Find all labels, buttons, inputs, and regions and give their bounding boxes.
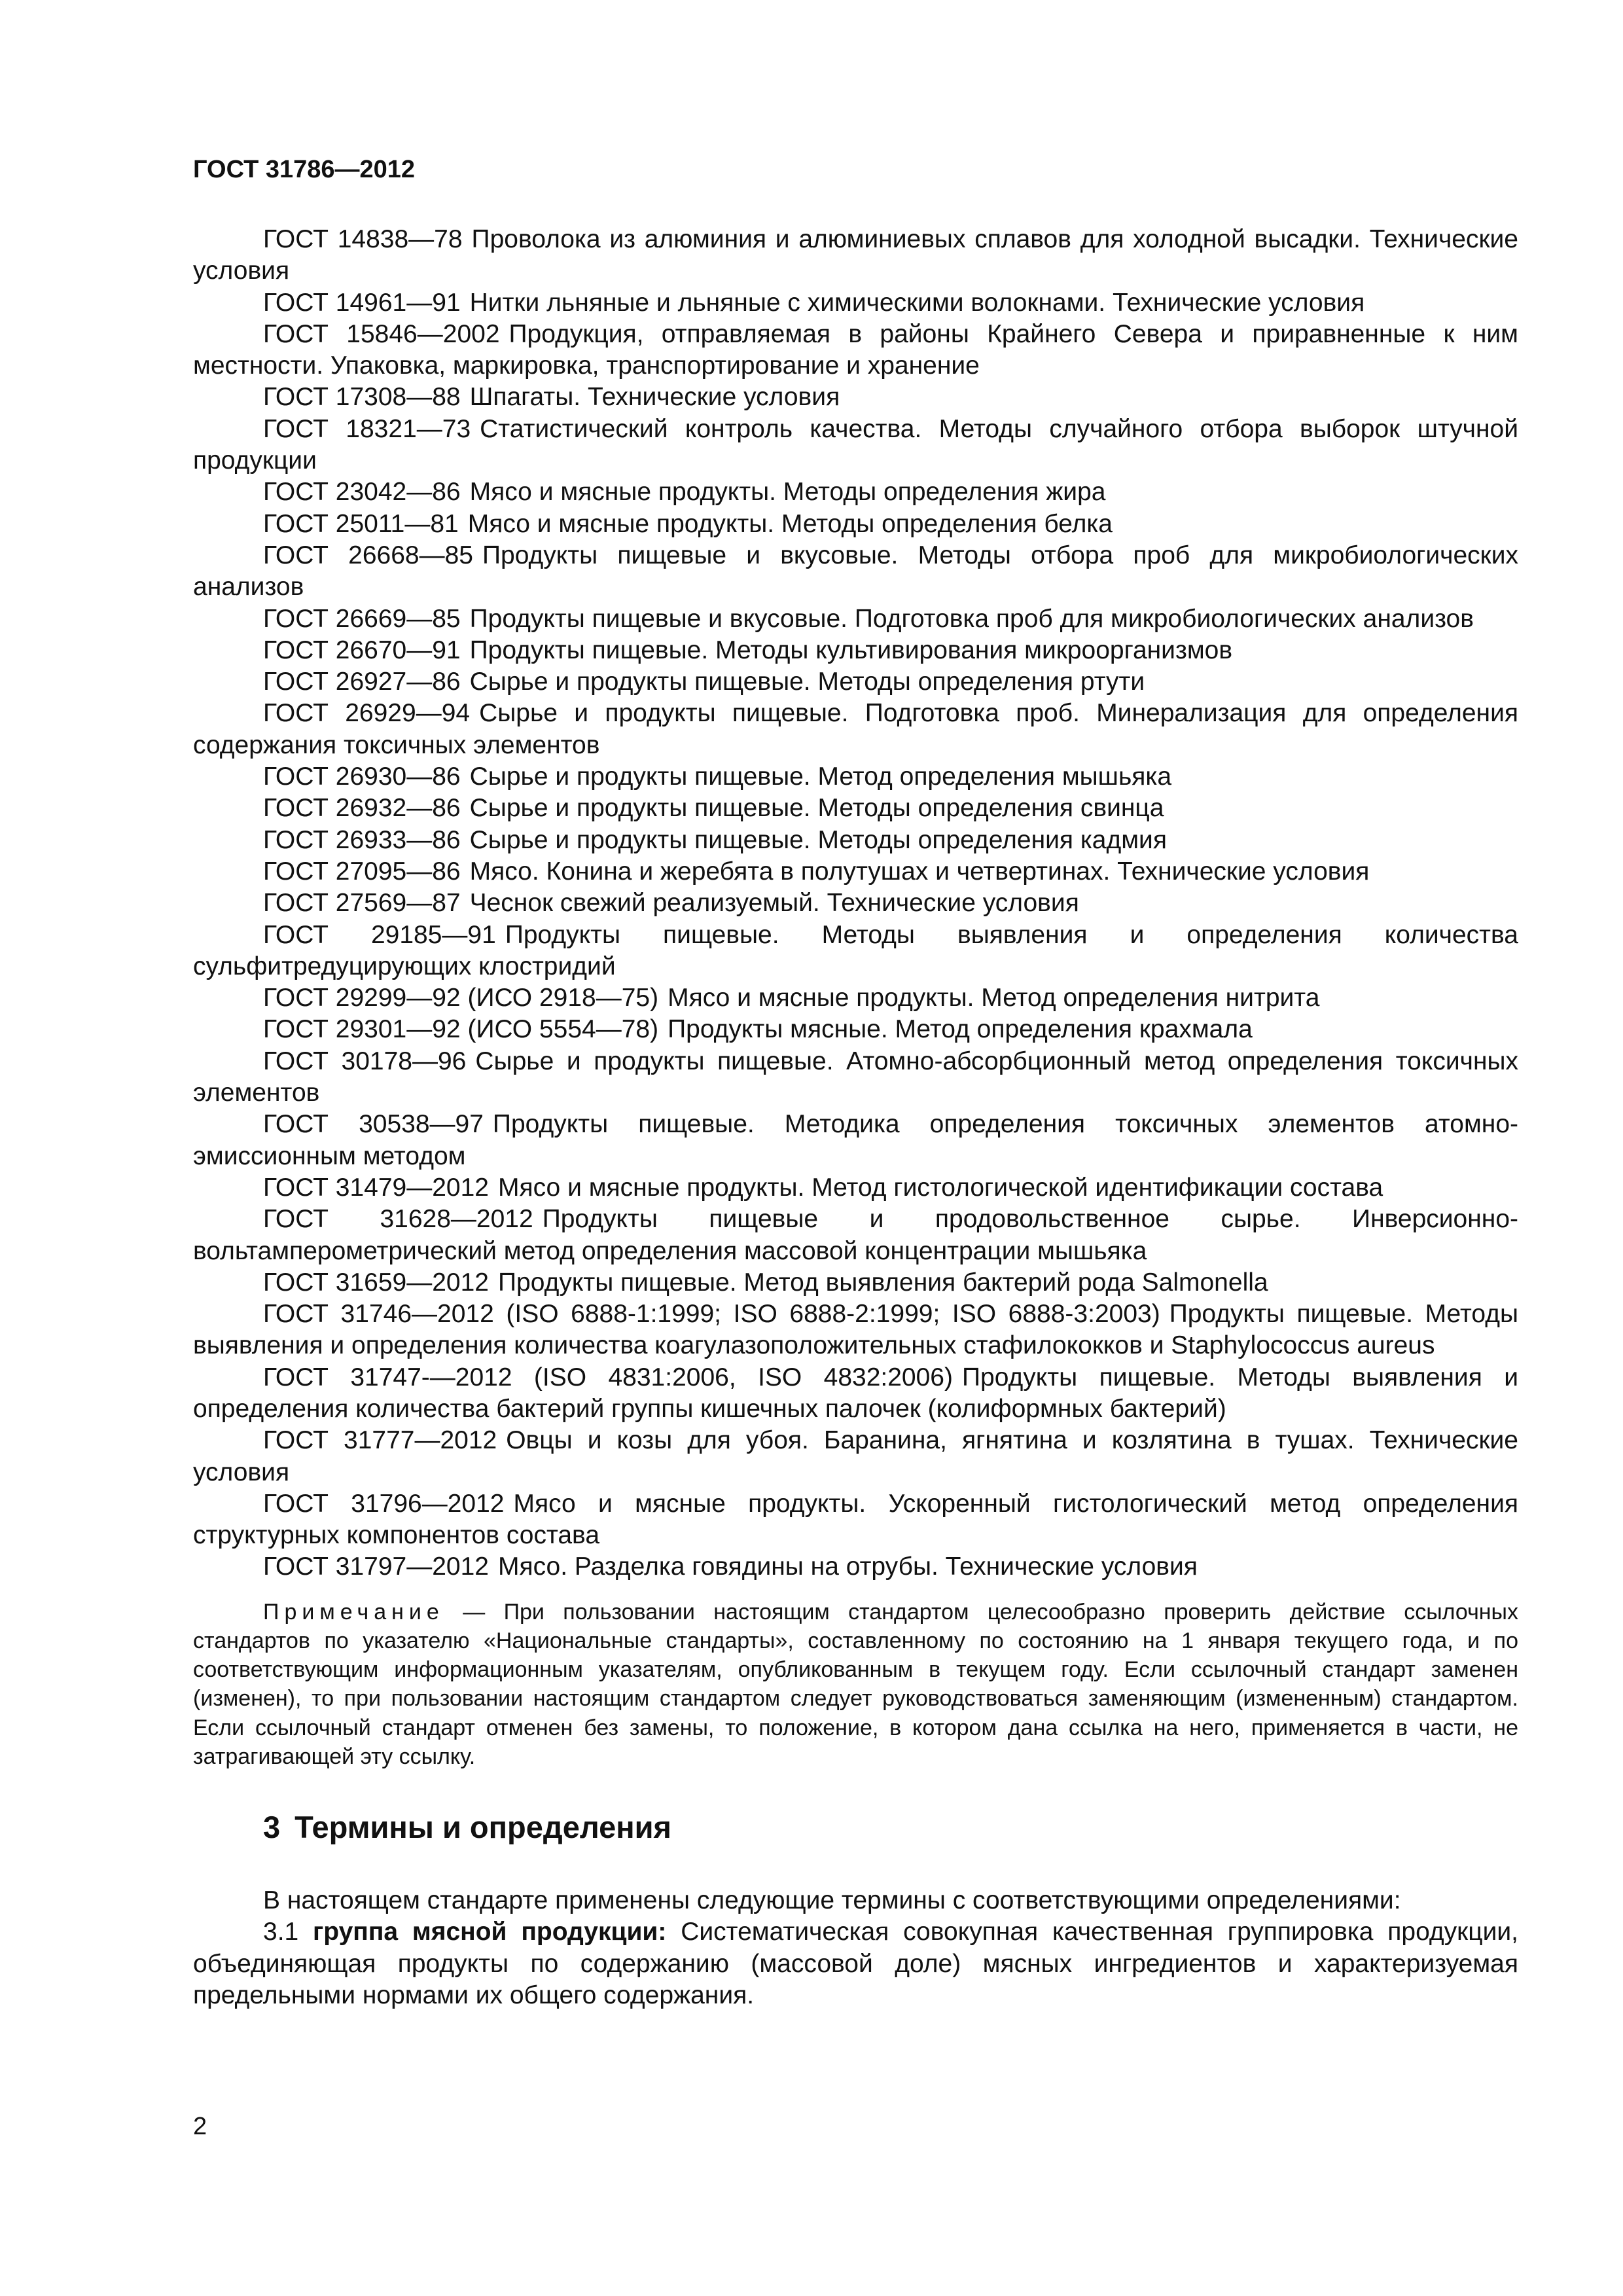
reference-code: ГОСТ 27569—87 [263,889,461,918]
reference-item [193,825,1518,856]
reference-item [193,635,1518,666]
reference-code: ГОСТ 31797—2012 [263,1552,490,1581]
definition-paragraph [193,1916,1518,2011]
normative-references-list [193,224,1518,1583]
note-label: Примечание [263,1599,444,1624]
reference-item [193,1299,1518,1362]
reference-title: Мясо и мясные продукты. Метод определения нитрита [668,984,1320,1013]
reference-item [193,1488,1518,1552]
reference-code: ГОСТ 26670—91 [263,636,461,664]
reference-title: Шпагаты. Технические условия [469,383,840,412]
reference-item [193,603,1518,635]
reference-code: ГОСТ 31659—2012 [263,1268,490,1297]
reference-item [193,1109,1518,1172]
reference-item [193,856,1518,888]
reference-item [193,287,1518,319]
reference-item [193,414,1518,477]
reference-code: ГОСТ 26668—85 [263,541,473,569]
section-number: 3 [263,1809,281,1844]
definition-term: группа мясной продукции: [313,1918,667,1946]
reference-code: ГОСТ 29299—92 (ИСО 2918—75) [263,984,659,1013]
reference-code: ГОСТ 26669—85 [263,604,461,633]
reference-item [193,540,1518,603]
reference-item [193,1204,1518,1267]
reference-title: Мясо. Разделка говядины на отрубы. Технические условия [498,1552,1198,1581]
section-title: Термины и определения [294,1809,671,1844]
reference-code: ГОСТ 18321—73 [263,414,471,443]
reference-code: ГОСТ 31796—2012 [263,1489,505,1518]
definition-number: 3.1 [263,1918,299,1946]
reference-item [193,1267,1518,1299]
reference-title: Статистический контроль качества. Методы случайного отбора выборок штучной продукции [193,414,1518,475]
reference-item [193,476,1518,508]
reference-code: ГОСТ 15846—2002 [263,319,500,348]
reference-code: ГОСТ 26927—86 [263,668,461,696]
document-page [193,154,1518,2011]
reference-code: ГОСТ 26932—86 [263,794,461,823]
reference-title: Мясо и мясные продукты. Метод гистологической идентификации состава [498,1173,1383,1202]
intro-paragraph: В настоящем стандарте применены следующие термины с соответствующими определениями: [263,1886,1401,1914]
reference-title: Мясо. Конина и жеребята в полутушах и четвертинах. Технические условия [469,857,1370,886]
reference-code: ГОСТ 27095—86 [263,857,461,886]
reference-title: Овцы и козы для убоя. Баранина, ягнятина и козлятина в тушах. Технические условия [193,1426,1518,1486]
reference-title: Мясо и мясные продукты. Методы определения жира [469,478,1106,507]
reference-title: Сырье и продукты пищевые. Метод определения мышьяка [469,762,1172,791]
reference-title: Проволока из алюминия и алюминиевых сплавов для холодной высадки. Технические условия [193,225,1518,285]
reference-item [193,509,1518,540]
reference-code: ГОСТ 17308—88 [263,383,461,412]
reference-title: Продукты пищевые. Методы выявления и определения количества коагулазоположительных стафилококков и Staphylococcus aureus [193,1300,1519,1360]
reference-title: Продукты пищевые. Методы культивирования микроорганизмов [469,636,1233,664]
reference-code: ГОСТ 29185—91 [263,920,496,949]
reference-item [193,224,1518,287]
reference-code: ГОСТ 30178—96 [263,1047,467,1075]
definition-text: Систематическая совокупная качественная группировка продукции, объединяющая продукты по содержанию (массовой доле) мясных ингредиентов и характеризуемая предельными нормами их общего содержания. [193,1918,1518,2009]
reference-code: ГОСТ 31479—2012 [263,1173,490,1202]
reference-title: Сырье и продукты пищевые. Методы определения ртути [469,668,1145,696]
reference-title: Продукты мясные. Метод определения крахмала [668,1015,1253,1044]
reference-title: Продукты пищевые и вкусовые. Подготовка проб для микробиологических анализов [469,604,1474,633]
reference-title: Мясо и мясные продукты. Методы определения белка [467,509,1113,538]
reference-title: Сырье и продукты пищевые. Подготовка проб. Минерализация для определения содержания токсичных элементов [193,699,1518,759]
reference-item [193,382,1518,413]
reference-item [193,1046,1518,1109]
reference-title: Нитки льняные и льняные с химическими волокнами. Технические условия [469,288,1365,317]
note-text: — При пользовании настоящим стандартом целесообразно проверить действие ссылочных стандартов по указателю «Национальные стандарты», составленному по состоянию на 1 января текущего года, и по соответствующим информационным указателям, опубликованным в текущем году. Если ссылочный стандарт заменен (изменен), то при пользовании настоящим стандартом следует руководствоваться заменяющим (измененным) стандартом. Если ссылочный стандарт отменен без замены, то положение, в котором дана ссылка на него, применяется в части, не затрагивающей эту ссылку. [193,1599,1518,1769]
note-paragraph [193,1598,1518,1771]
reference-item [193,982,1518,1014]
reference-item [193,1362,1518,1426]
reference-item [193,666,1518,698]
reference-item [193,761,1518,793]
reference-code: ГОСТ 26933—86 [263,825,461,854]
reference-code: ГОСТ 30538—97 [263,1110,484,1139]
section-heading [193,1808,1518,1847]
document-header: ГОСТ 31786—2012 [193,156,416,183]
reference-code: ГОСТ 14838—78 [263,225,463,253]
reference-title: Продукция, отправляемая в районы Крайнего Севера и приравненные к ним местности. Упаковка, маркировка, транспортирование и хранение [193,319,1518,380]
reference-title: Продукты пищевые и вкусовые. Методы отбора проб для микробиологических анализов [193,541,1518,601]
reference-item [193,1172,1518,1204]
reference-item [193,319,1518,382]
reference-code: ГОСТ 31747-—2012 (ISO 4831:2006, ISO 4832:2006) [263,1363,953,1391]
reference-item [193,1551,1518,1583]
reference-item [193,1425,1518,1488]
reference-code: ГОСТ 31746—2012 (ISO 6888-1:1999; ISO 6888-2:1999; ISO 6888-3:2003) [263,1300,1160,1329]
reference-code: ГОСТ 25011—81 [263,509,459,538]
reference-title: Продукты пищевые. Методика определения токсичных элементов атомно-эмиссионным методом [193,1110,1518,1170]
reference-title: Продукты пищевые. Метод выявления бактерий рода Salmonella [498,1268,1268,1297]
reference-item [193,888,1518,919]
reference-item [193,793,1518,824]
reference-title: Продукты пищевые. Методы выявления и определения количества бактерий группы кишечных палочек (колиформных бактерий) [193,1363,1519,1423]
reference-title: Сырье и продукты пищевые. Атомно-абсорбционный метод определения токсичных элементов [193,1047,1519,1107]
reference-code: ГОСТ 31628—2012 [263,1205,533,1234]
reference-title: Сырье и продукты пищевые. Методы определения кадмия [469,825,1167,854]
reference-code: ГОСТ 26929—94 [263,699,471,728]
reference-code: ГОСТ 31777—2012 [263,1426,497,1455]
reference-item [193,1014,1518,1045]
reference-code: ГОСТ 26930—86 [263,762,461,791]
reference-code: ГОСТ 14961—91 [263,288,461,317]
reference-item [193,698,1518,761]
reference-title: Чеснок свежий реализуемый. Технические условия [469,889,1079,918]
reference-title: Продукты пищевые. Методы выявления и определения количества сульфитредуцирующих клостридий [193,920,1518,980]
reference-title: Продукты пищевые и продовольственное сырье. Инверсионно-вольтамперометрический метод определения массовой концентрации мышьяка [193,1205,1518,1265]
reference-code: ГОСТ 23042—86 [263,478,461,507]
reference-title: Мясо и мясные продукты. Ускоренный гистологический метод определения структурных компонентов состава [193,1489,1518,1550]
page-number: 2 [193,2113,207,2140]
section-body [193,1885,1518,2011]
reference-code: ГОСТ 29301—92 (ИСО 5554—78) [263,1015,659,1044]
reference-title: Сырье и продукты пищевые. Методы определения свинца [469,794,1164,823]
reference-item [193,920,1518,983]
